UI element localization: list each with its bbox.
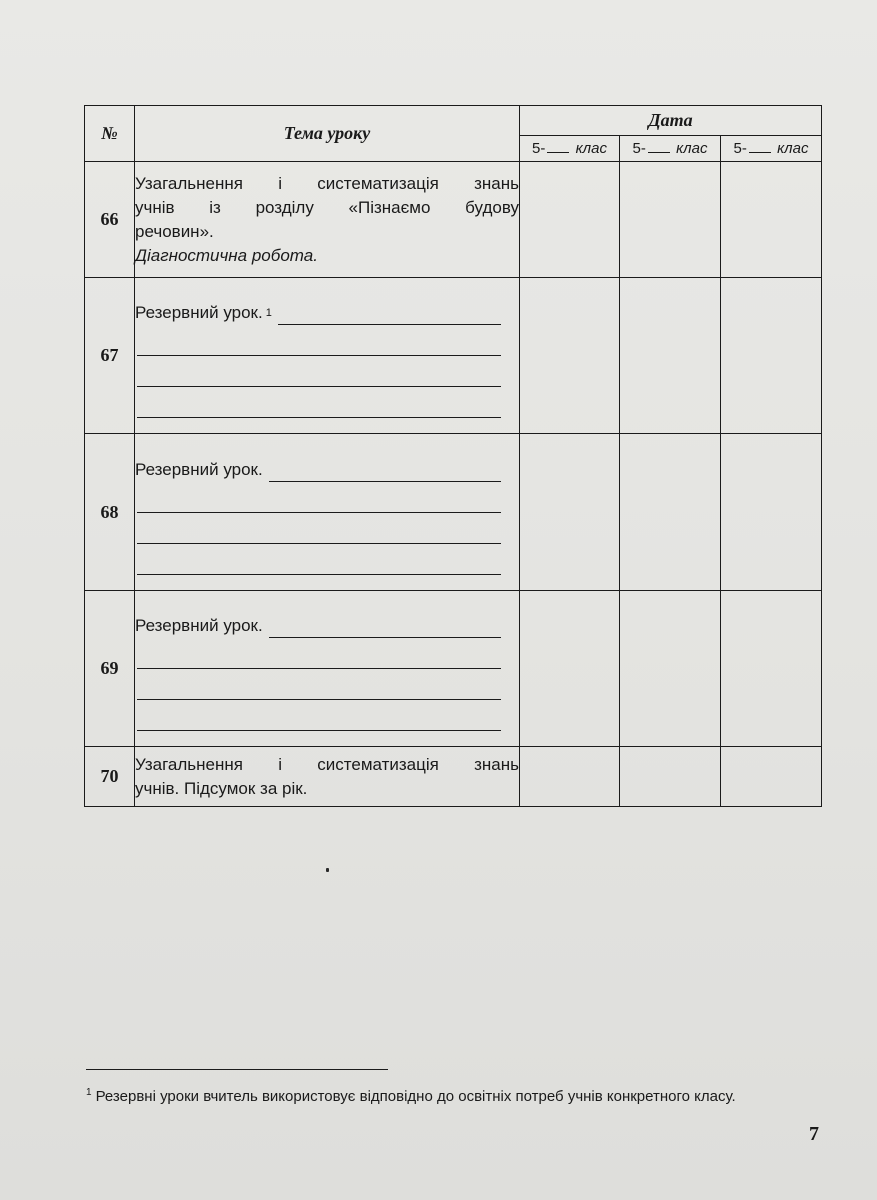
page-number: 7 — [809, 1123, 819, 1145]
lesson-number: 67 — [85, 278, 135, 434]
lesson-topic — [135, 434, 520, 591]
lesson-number: 66 — [85, 162, 135, 278]
class-prefix: 5- — [532, 140, 546, 157]
date-cell — [721, 591, 822, 747]
lesson-topic — [135, 591, 520, 747]
lesson-topic — [135, 162, 520, 278]
date-cell — [520, 434, 620, 591]
table-row — [85, 278, 822, 434]
table-row — [85, 434, 822, 591]
topic-label: Резервний урок. — [135, 616, 263, 635]
footnote — [86, 1080, 821, 1109]
table-row — [85, 747, 822, 807]
fill-line — [137, 544, 501, 575]
lesson-topic — [135, 747, 520, 807]
class-blank — [547, 140, 569, 153]
print-speck — [326, 868, 329, 872]
fill-line — [137, 669, 501, 700]
fill-line — [137, 513, 501, 544]
date-cell — [721, 278, 822, 434]
date-cell — [620, 434, 721, 591]
topic-line: учнів із розділу «Пізнаємо будову — [135, 197, 519, 217]
fill-line — [137, 356, 501, 387]
lesson-number: 70 — [85, 747, 135, 807]
fill-line — [269, 619, 501, 638]
date-cell — [721, 162, 822, 278]
date-cell — [620, 591, 721, 747]
footnote-divider — [86, 1069, 388, 1070]
lesson-number: 69 — [85, 591, 135, 747]
lesson-number: 68 — [85, 434, 135, 591]
class-suffix: клас — [777, 140, 809, 157]
date-cell — [520, 747, 620, 807]
fill-line — [137, 387, 501, 418]
header-topic: Тема уроку — [135, 106, 520, 162]
footnote-ref: 1 — [265, 307, 272, 319]
fill-line — [278, 306, 501, 325]
header-number: № — [85, 106, 135, 162]
footnote-text: Резервні уроки вчитель використовує відповідно до освітніх потреб учнів конкретного класу. — [95, 1088, 736, 1105]
header-class-2 — [620, 136, 721, 162]
class-blank — [749, 140, 771, 153]
lesson-plan-table — [84, 105, 822, 807]
header-class-1 — [520, 136, 620, 162]
topic-label: Резервний урок. — [135, 303, 263, 322]
date-cell — [620, 162, 721, 278]
fill-line — [137, 325, 501, 356]
topic-label: Резервний урок. — [135, 459, 263, 479]
date-cell — [620, 747, 721, 807]
topic-line: Узагальнення і систематизація знань — [135, 173, 519, 193]
topic-line: речовин». — [135, 221, 214, 241]
table-row — [85, 591, 822, 747]
class-suffix: клас — [676, 140, 708, 157]
class-suffix: клас — [575, 140, 607, 157]
header-date: Дата — [520, 106, 822, 136]
fill-line — [137, 700, 501, 731]
table-row — [85, 162, 822, 278]
lesson-topic — [135, 278, 520, 434]
date-cell — [520, 162, 620, 278]
header-class-3 — [721, 136, 822, 162]
topic-line — [135, 301, 519, 325]
footnote-marker: 1 — [86, 1087, 92, 1098]
fill-line — [269, 463, 501, 482]
date-cell — [520, 278, 620, 434]
class-prefix: 5- — [632, 140, 646, 157]
class-prefix: 5- — [733, 140, 747, 157]
class-blank — [648, 140, 670, 153]
fill-line — [137, 482, 501, 513]
date-cell — [620, 278, 721, 434]
topic-line: учнів. Підсумок за рік. — [135, 778, 308, 798]
date-cell — [721, 747, 822, 807]
topic-line — [135, 614, 519, 638]
fill-line — [137, 638, 501, 669]
date-cell — [721, 434, 822, 591]
topic-note: Діагностична робота. — [135, 245, 318, 265]
topic-line: Узагальнення і систематизація знань — [135, 754, 519, 774]
date-cell — [520, 591, 620, 747]
topic-line — [135, 458, 519, 482]
